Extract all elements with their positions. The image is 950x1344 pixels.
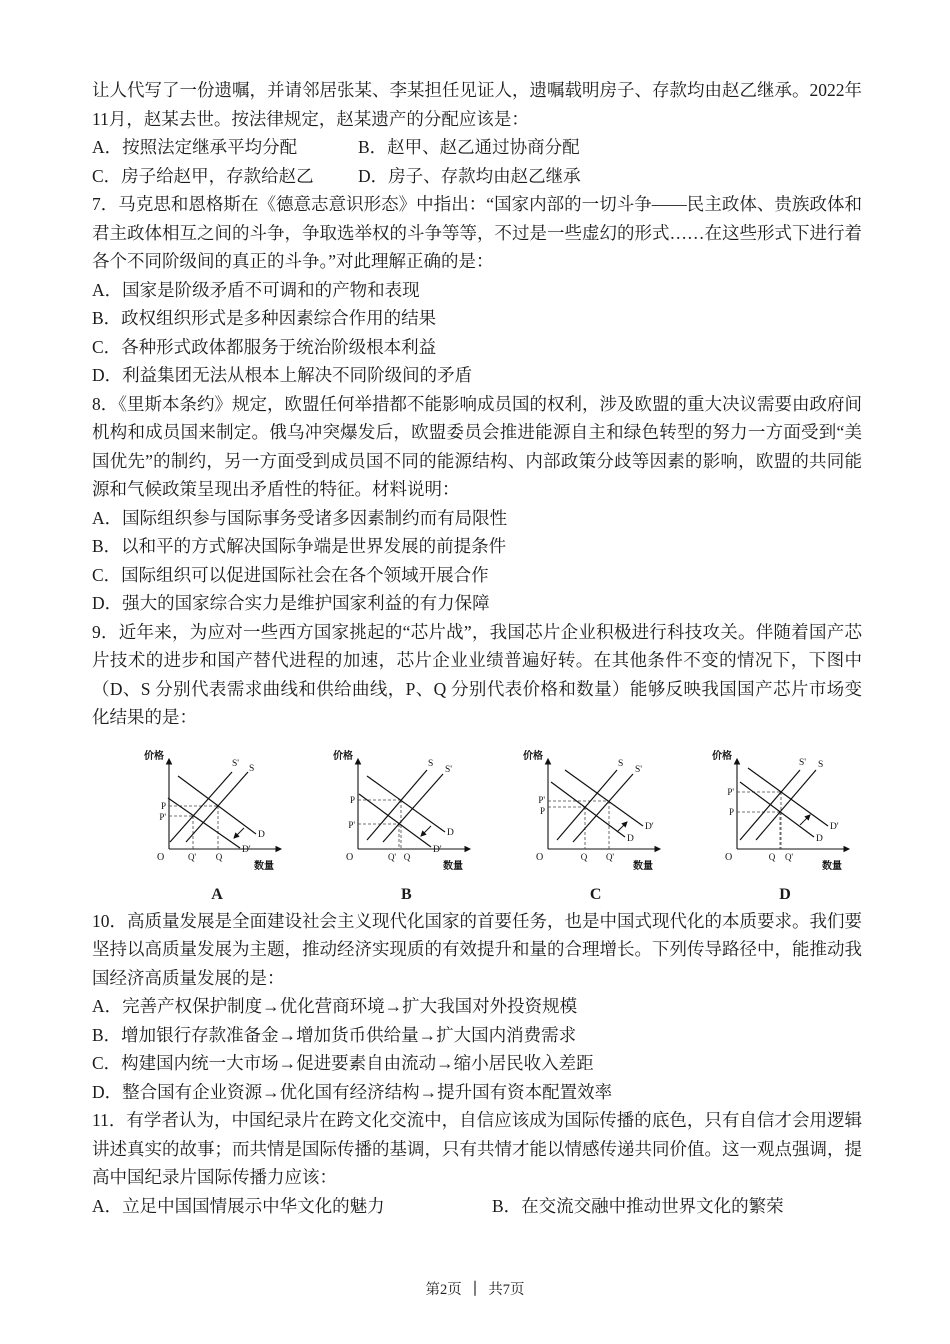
svg-text:Q': Q' bbox=[605, 851, 614, 862]
svg-text:P: P bbox=[539, 805, 545, 816]
q9-supply-demand-diagrams bbox=[92, 732, 862, 907]
supply-demand-chart-D bbox=[710, 746, 860, 876]
svg-text:S': S' bbox=[445, 764, 453, 775]
diagram-option-b bbox=[331, 746, 481, 905]
q7-option-b: B．政权组织形式是多种因素综合作用的结果 bbox=[92, 308, 437, 328]
diagram-a-letter: A bbox=[211, 885, 223, 903]
svg-text:D: D bbox=[447, 827, 455, 838]
q6-option-b: B．赵甲、赵乙通过协商分配 bbox=[358, 137, 580, 157]
supply-demand-chart-B bbox=[331, 746, 481, 876]
q6-option-c: C．房子给赵甲，存款给赵乙 bbox=[92, 165, 314, 186]
svg-text:S': S' bbox=[232, 758, 239, 769]
svg-text:D: D bbox=[815, 833, 823, 844]
svg-text:D: D bbox=[258, 829, 265, 840]
q10-question-text: 10．高质量发展是全面建设社会主义现代化国家的首要任务，也是中国式现代化的本质要求。我们要坚持以高质量发展为主题，推动经济实现质的有效提升和量的合理增长。下列传导路径中，能推动我国经济高质量发展的是： bbox=[92, 910, 862, 988]
q8-option-d: D．强大的国家综合实力是维护国家利益的有力保障 bbox=[92, 593, 490, 613]
svg-text:P': P' bbox=[727, 786, 734, 797]
svg-text:P: P bbox=[350, 794, 356, 805]
supply-demand-chart-C bbox=[521, 746, 671, 876]
svg-text:S: S bbox=[249, 763, 255, 774]
supply-demand-chart-A bbox=[142, 746, 292, 876]
q8-option-a: A．国际组织参与国际事务受诸多因素制约而有局限性 bbox=[92, 507, 508, 528]
svg-text:S: S bbox=[817, 759, 824, 770]
svg-text:O: O bbox=[535, 851, 543, 863]
svg-text:D': D' bbox=[644, 821, 654, 832]
q7-option-c: C．各种形式政体都服务于统治阶级根本利益 bbox=[92, 336, 437, 357]
diagram-b-letter: B bbox=[400, 885, 412, 903]
q8-options bbox=[92, 504, 862, 618]
page-total: 共7页 bbox=[488, 1282, 525, 1298]
q7-option-d: D．利益集团无法从根本上解决不同阶级间的矛盾 bbox=[92, 365, 473, 385]
svg-text:P: P bbox=[160, 800, 166, 811]
svg-text:数量: 数量 bbox=[443, 860, 464, 872]
svg-text:D': D' bbox=[242, 844, 251, 855]
svg-text:Q: Q bbox=[404, 851, 411, 862]
svg-text:P: P bbox=[728, 806, 734, 817]
svg-text:S: S bbox=[617, 758, 623, 769]
svg-text:价格: 价格 bbox=[333, 750, 354, 762]
q8-option-c: C．国际组织可以促进国际社会在各个领域开展合作 bbox=[92, 564, 489, 585]
q10-options bbox=[92, 992, 862, 1106]
q6-option-d: D．房子、存款均由赵乙继承 bbox=[358, 165, 581, 186]
q7-option-a: A．国家是阶级矛盾不可调和的产物和表现 bbox=[92, 279, 420, 300]
q6-options bbox=[92, 133, 862, 190]
q11-question-text: 11．有学者认为，中国纪录片在跨文化交流中，自信应该成为国际传播的底色，只有自信才会用逻辑讲述真实的故事；而共情是国际传播的基调，只有共情才能以情感传递共同价值。这一观点强调，提高中国纪录片国际传播力应该： bbox=[92, 1110, 862, 1187]
q8-option-b: B．以和平的方式解决国际争端是世界发展的前提条件 bbox=[92, 536, 507, 556]
svg-text:O: O bbox=[724, 851, 733, 863]
svg-text:S: S bbox=[428, 758, 434, 769]
q10-option-a: A．完善产权保护制度→优化营商环境→扩大我国对外投资规模 bbox=[92, 996, 578, 1016]
diagram-option-a bbox=[142, 746, 292, 905]
svg-text:Q': Q' bbox=[784, 851, 794, 862]
q10-option-c: C．构建国内统一大市场→促进要素自由流动→缩小居民收入差距 bbox=[92, 1053, 594, 1073]
svg-text:D': D' bbox=[433, 844, 442, 855]
q9-question-text: 9．近年来，为应对一些西方国家挑起的“芯片战”，我国芯片企业积极进行科技攻关。伴随着国产芯片技术的进步和国产替代进程的加速，芯片企业业绩普遍好转。在其他条件不变的情况下，下图中（D、S 分别代表需求曲线和供给曲线，P、Q 分别代表价格和数量）能够反映我国国产芯片市场变化结果的是： bbox=[92, 621, 862, 727]
footer-divider: ｜ bbox=[467, 1282, 483, 1298]
svg-text:Q': Q' bbox=[388, 851, 397, 862]
svg-text:D: D bbox=[626, 833, 634, 844]
q7-question-text: 7．马克思和恩格斯在《德意志意识形态》中指出：“国家内部的一切斗争——民主政体、贵族政体和君主政体相互之间的斗争，争取选举权的斗争等等，不过是一些虚幻的形式……在这些形式下进行着各个不同阶级间的真正的斗争。”对此理解正确的是： bbox=[92, 194, 862, 271]
svg-text:S': S' bbox=[634, 764, 642, 775]
svg-text:Q: Q bbox=[215, 851, 223, 862]
svg-text:P': P' bbox=[348, 819, 356, 830]
svg-text:O: O bbox=[346, 851, 354, 863]
svg-text:价格: 价格 bbox=[144, 750, 164, 762]
svg-text:价格: 价格 bbox=[522, 750, 543, 762]
svg-text:P': P' bbox=[538, 794, 545, 805]
svg-text:O: O bbox=[157, 851, 165, 863]
page-footer bbox=[0, 1278, 950, 1299]
diagram-option-c bbox=[521, 746, 671, 905]
svg-text:数量: 数量 bbox=[821, 860, 842, 872]
supply-demand-graph-c bbox=[521, 746, 671, 881]
svg-text:Q: Q bbox=[768, 851, 776, 862]
q8-question-text: 8．《里斯本条约》规定，欧盟任何举措都不能影响成员国的权利，涉及欧盟的重大决议需要由政府间机构和成员国来制定。俄乌冲突爆发后，欧盟委员会推进能源自主和绿色转型的努力一方面受到“美国优先”的制约，另一方面受到成员国不同的能源结构、内部政策分歧等因素的影响，欧盟的共同能源和气候政策呈现出矛盾性的特征。材料说明： bbox=[92, 393, 862, 499]
svg-text:D': D' bbox=[829, 821, 839, 832]
page-number: 第2页 bbox=[425, 1282, 462, 1298]
svg-text:价格: 价格 bbox=[711, 750, 732, 762]
q11-option-b: B．在交流交融中推动世界文化的繁荣 bbox=[492, 1195, 784, 1216]
svg-text:Q': Q' bbox=[187, 851, 197, 862]
supply-demand-graph-b bbox=[331, 746, 481, 881]
diagram-d-letter: D bbox=[779, 885, 791, 903]
diagram-option-d bbox=[710, 746, 860, 905]
q10-option-d: D．整合国有企业资源→优化国有经济结构→提升国有资本配置效率 bbox=[92, 1081, 613, 1102]
q6-option-a: A．按照法定继承平均分配 bbox=[92, 137, 298, 157]
svg-text:数量: 数量 bbox=[254, 860, 274, 872]
supply-demand-graph-a bbox=[142, 746, 292, 881]
q6-continuation-text: 让人代写了一份遗嘱，并请邻居张某、李某担任见证人，遗嘱载明房子、存款均由赵乙继承。2022年11月，赵某去世。按法律规定，赵某遗产的分配应该是： bbox=[92, 80, 862, 129]
svg-text:S': S' bbox=[798, 757, 806, 768]
svg-text:P': P' bbox=[159, 811, 166, 822]
svg-text:数量: 数量 bbox=[632, 860, 653, 872]
diagram-c-letter: C bbox=[589, 885, 602, 903]
q11-options bbox=[92, 1192, 862, 1221]
q7-options bbox=[92, 276, 862, 390]
svg-text:Q: Q bbox=[580, 851, 587, 862]
supply-demand-graph-d bbox=[710, 746, 860, 881]
q10-option-b: B．增加银行存款准备金→增加货币供给量→扩大国内消费需求 bbox=[92, 1024, 577, 1045]
q11-option-a: A．立足中国国情展示中华文化的魅力 bbox=[92, 1195, 385, 1216]
